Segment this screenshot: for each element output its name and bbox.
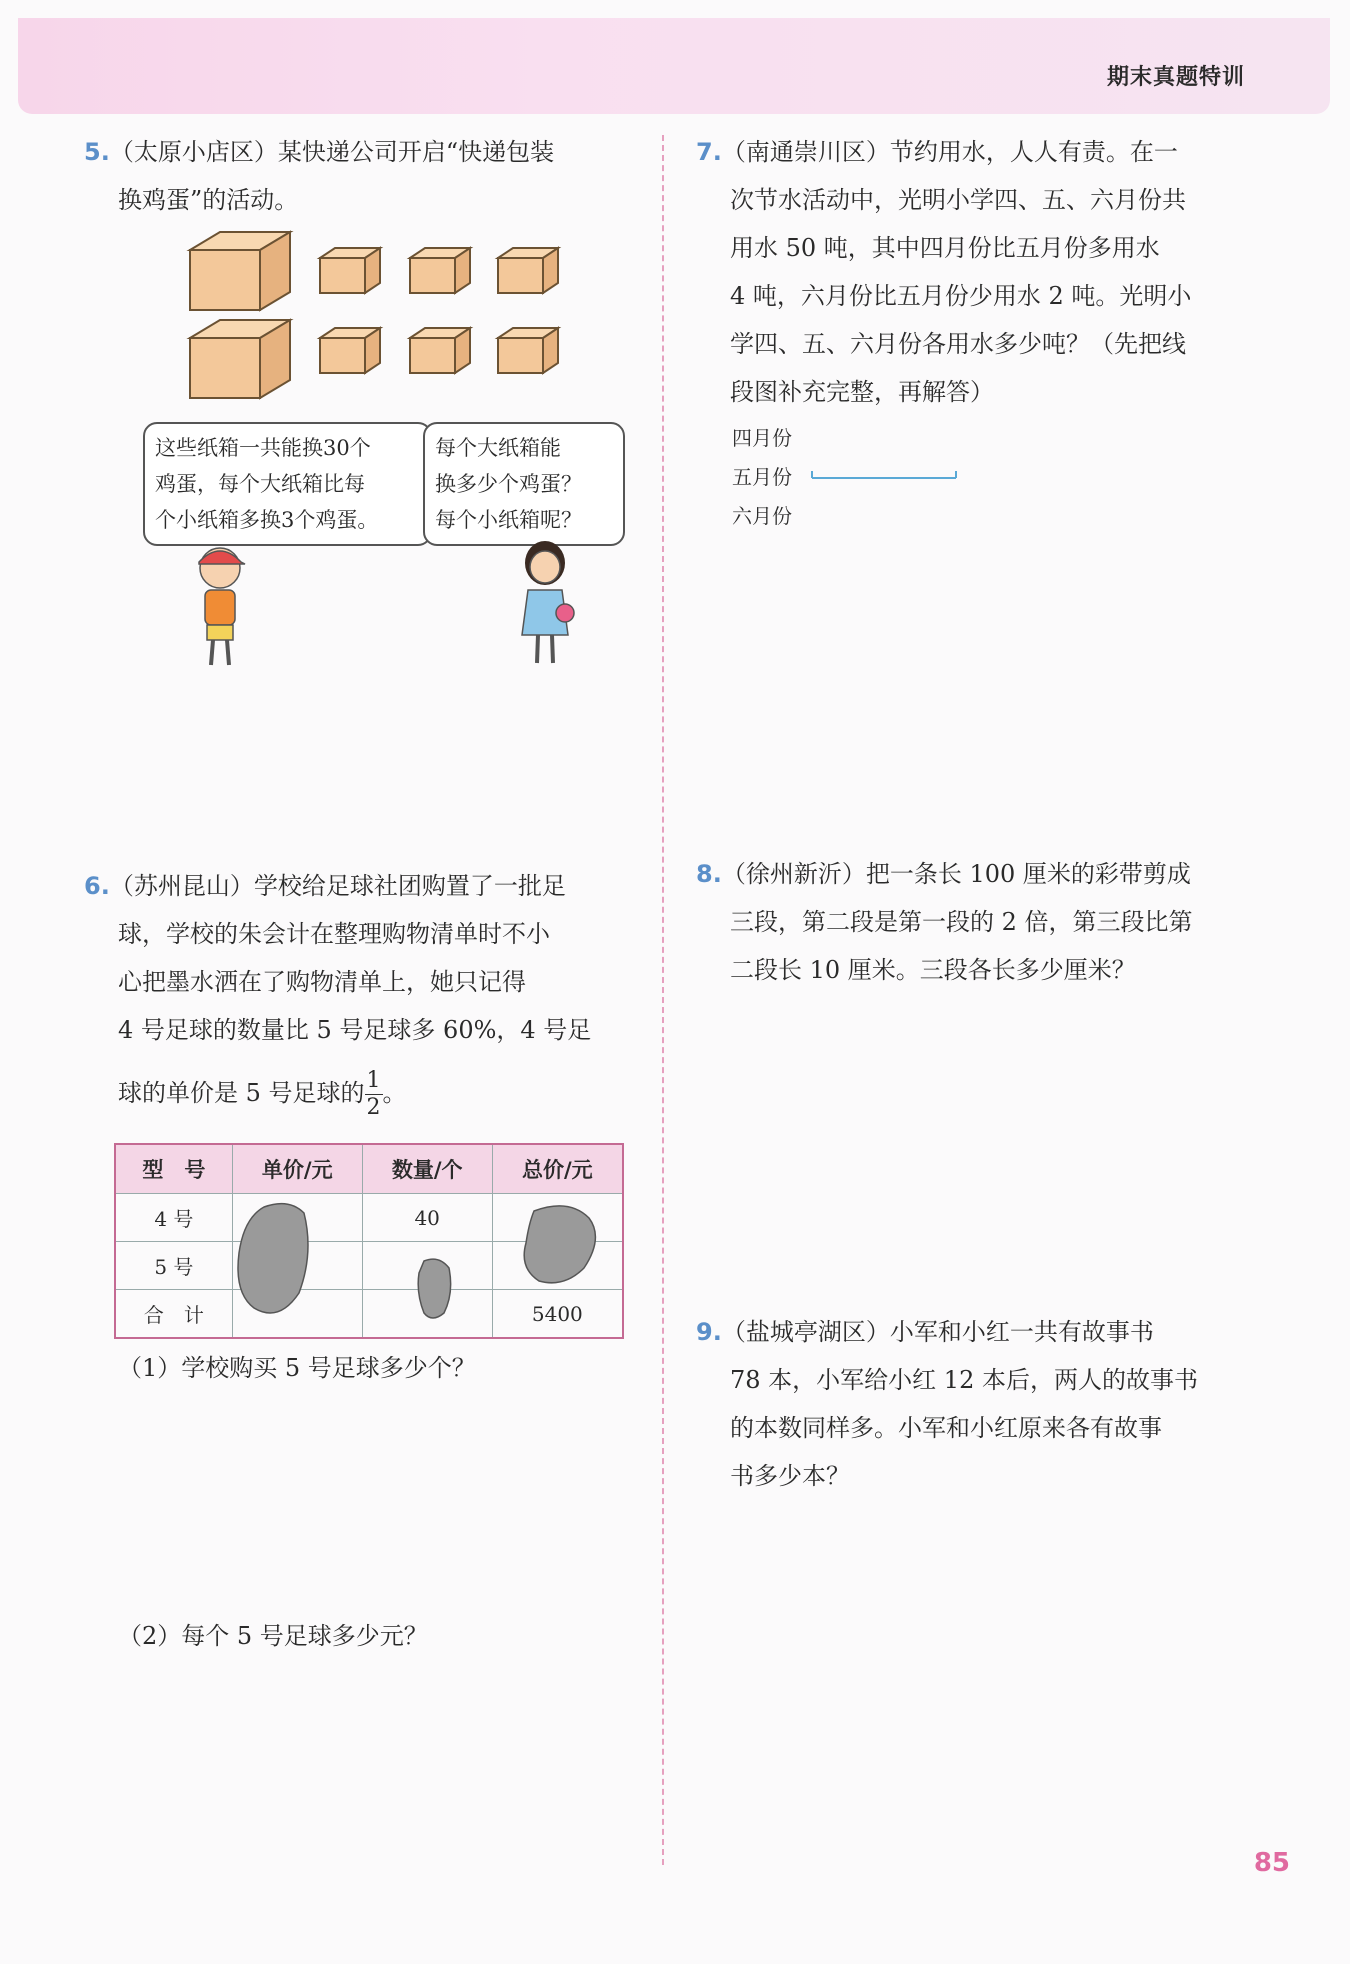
table-cell [232, 1194, 362, 1242]
question-text: 用水 50 吨，其中四月份比五月份多用水 [730, 234, 1160, 262]
question-text: 段图补充完整，再解答） [730, 378, 994, 406]
sub-question: （2）每个 5 号足球多少元？ [118, 1622, 428, 1650]
bubble-line: 鸡蛋，每个大纸箱比每 [155, 472, 365, 496]
table-cell [492, 1242, 623, 1290]
table-cell [362, 1290, 492, 1339]
col-header: 型 号 [115, 1144, 232, 1194]
page-number: 85 [1253, 1848, 1290, 1878]
speech-bubble-girl [423, 422, 625, 546]
question-text: 次节水活动中，光明小学四、五、六月份共 [730, 186, 1186, 214]
question-text: 学四、五、六月份各用水多少吨？（先把线 [730, 330, 1186, 358]
col-header: 总价/元 [492, 1144, 623, 1194]
question-text: 二段长 10 厘米。三段各长多少厘米？ [730, 956, 1136, 984]
table-cell: 合 计 [115, 1290, 232, 1339]
fraction-numerator: 1 [366, 1068, 381, 1093]
segment-label-april: 四月份 [732, 426, 792, 450]
question-number: 6. [84, 872, 110, 900]
question-7 [696, 128, 1256, 416]
col-header: 单价/元 [232, 1144, 362, 1194]
table-cell [232, 1242, 362, 1290]
sub-question: （1）学校购买 5 号足球多少个？ [118, 1354, 476, 1382]
question-number: 8. [696, 860, 722, 888]
question-number: 9. [696, 1318, 722, 1346]
segment-label-june: 六月份 [732, 504, 792, 528]
question-text: （南通崇川区）节约用水，人人有责。在一 [721, 138, 1178, 166]
col-header: 数量/个 [362, 1144, 492, 1194]
question-text: 球，学校的朱会计在整理购物清单时不小 [118, 920, 550, 948]
bubble-line: 每个大纸箱能 [435, 436, 561, 460]
price-table [114, 1143, 624, 1339]
question-text: 78 本，小军给小红 12 本后，两人的故事书 [730, 1366, 1198, 1394]
table-row [115, 1290, 623, 1339]
section-title: 期末真题特训 [1106, 65, 1245, 90]
column-divider [662, 135, 664, 1865]
bubble-line: 每个小纸箱呢？ [435, 508, 582, 532]
question-text: 4 吨，六月份比五月份少用水 2 吨。光明小 [730, 282, 1192, 310]
text-before-fraction: 球的单价是 5 号足球的 [118, 1079, 365, 1107]
big-box [190, 232, 290, 310]
segment-label-may: 五月份 [732, 465, 792, 489]
table-cell: 5400 [492, 1290, 623, 1339]
may-line-segment [810, 468, 960, 482]
big-box [190, 320, 290, 398]
question-text: 心把墨水洒在了购物清单上，她只记得 [118, 968, 526, 996]
question-text: 书多少本？ [730, 1462, 850, 1490]
question-5 [84, 128, 644, 224]
table-header-row [115, 1144, 623, 1194]
girl-illustration [510, 535, 580, 670]
question-text: （徐州新沂）把一条长 100 厘米的彩带剪成 [721, 860, 1191, 888]
question-6-sub2 [118, 1612, 638, 1660]
table-cell: 4 号 [115, 1194, 232, 1242]
table-cell: 5 号 [115, 1242, 232, 1290]
box-illustration [180, 228, 580, 408]
table-row [115, 1194, 623, 1242]
question-text-fraction-line [84, 1068, 644, 1121]
small-box [320, 328, 380, 373]
table-cell [232, 1290, 362, 1339]
table-cell: 40 [362, 1194, 492, 1242]
small-box [320, 248, 380, 293]
fraction [365, 1068, 383, 1121]
question-8 [696, 850, 1256, 994]
fraction-denominator: 2 [366, 1095, 381, 1120]
question-number: 7. [696, 138, 722, 166]
table-cell [362, 1242, 492, 1290]
question-text: 的本数同样多。小军和小红原来各有故事 [730, 1414, 1162, 1442]
small-box [410, 328, 470, 373]
small-box [498, 248, 558, 293]
bubble-line: 换多少个鸡蛋？ [435, 472, 582, 496]
bubble-line: 个小纸箱多换3个鸡蛋。 [155, 508, 379, 532]
bubble-line: 这些纸箱一共能换30个 [155, 436, 371, 460]
question-9 [696, 1308, 1256, 1500]
table-row [115, 1242, 623, 1290]
question-text: 换鸡蛋”的活动。 [118, 186, 299, 214]
question-number: 5. [84, 138, 110, 166]
text-after-fraction: 。 [382, 1079, 407, 1107]
speech-bubble-boy [143, 422, 432, 546]
question-6 [84, 862, 644, 1121]
boy-illustration [185, 540, 255, 670]
small-box [498, 328, 558, 373]
table-cell [492, 1194, 623, 1242]
small-box [410, 248, 470, 293]
question-text: （太原小店区）某快递公司开启“快递包装 [109, 138, 555, 166]
question-6-sub1 [118, 1344, 638, 1392]
question-text: （盐城亭湖区）小军和小红一共有故事书 [721, 1318, 1154, 1346]
question-text: 4 号足球的数量比 5 号足球多 60%，4 号足 [118, 1016, 592, 1044]
question-text: （苏州昆山）学校给足球社团购置了一批足 [109, 872, 566, 900]
question-text: 三段，第二段是第一段的 2 倍，第三段比第 [730, 908, 1193, 936]
